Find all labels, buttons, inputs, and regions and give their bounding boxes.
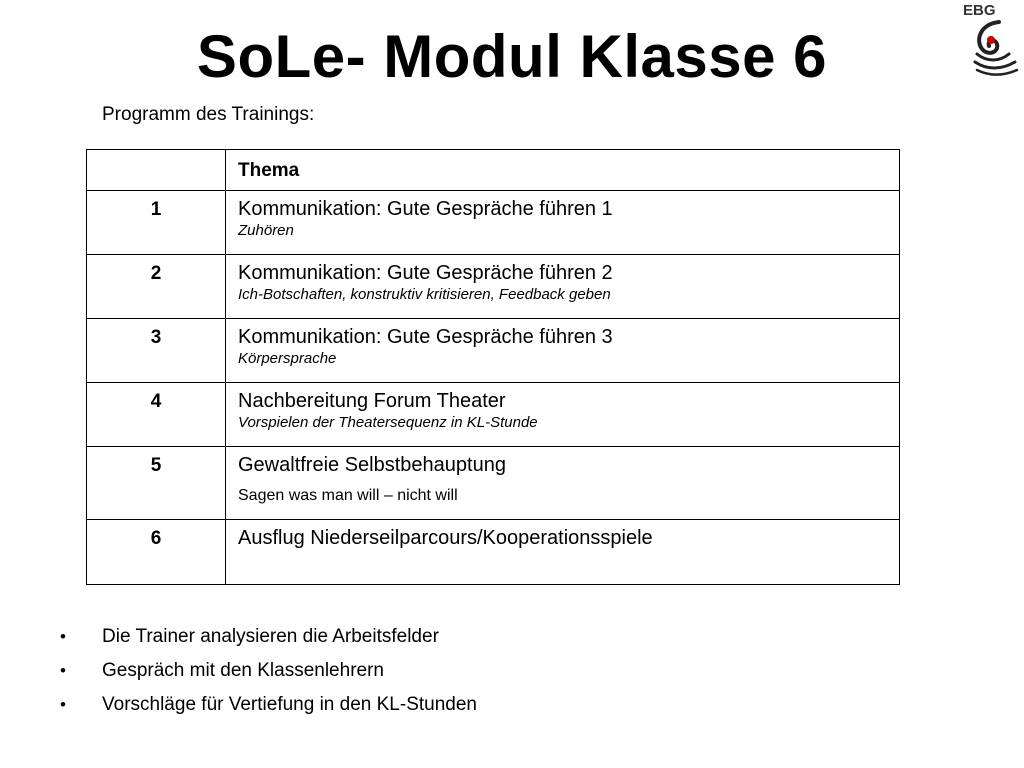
topic-detail: Ich-Botschaften, konstruktiv kritisieren, Feedback geben <box>238 286 611 303</box>
row-number: 4 <box>87 383 226 447</box>
row-number: 3 <box>87 319 226 383</box>
training-program-table <box>86 149 900 585</box>
school-logo <box>955 2 1023 76</box>
table-header-row <box>87 150 900 191</box>
program-subtitle: Programm des Trainings: <box>102 104 315 125</box>
row-number: 1 <box>87 191 226 255</box>
row-topic <box>226 447 900 520</box>
slide-title: SoLe- Modul Klasse 6 <box>196 23 828 90</box>
notes-list <box>60 622 477 724</box>
note-text: Die Trainer analysieren die Arbeitsfelder <box>102 626 439 647</box>
topic-title: Ausflug Niederseilparcours/Kooperationsspiele <box>238 527 653 549</box>
topic-title: Kommunikation: Gute Gespräche führen 3 <box>238 326 613 348</box>
topic-detail: Vorspielen der Theatersequenz in KL-Stunde <box>238 414 538 431</box>
topic-title: Nachbereitung Forum Theater <box>238 390 506 412</box>
topic-detail: Zuhören <box>238 222 294 239</box>
list-item <box>60 656 477 690</box>
list-item <box>60 690 477 724</box>
table-row <box>87 255 900 319</box>
logo-text: EBG <box>963 2 996 19</box>
table-row <box>87 447 900 520</box>
row-topic <box>226 383 900 447</box>
bullet-icon: • <box>60 695 66 714</box>
table-row <box>87 319 900 383</box>
topic-title: Kommunikation: Gute Gespräche führen 1 <box>238 198 613 220</box>
note-text: Vorschläge für Vertiefung in den KL-Stunden <box>102 694 477 715</box>
table-row <box>87 383 900 447</box>
row-topic <box>226 319 900 383</box>
logo-swirl-icon <box>969 18 1021 76</box>
bullet-icon: • <box>60 627 66 646</box>
topic-title: Gewaltfreie Selbstbehauptung <box>238 454 506 476</box>
row-number: 6 <box>87 520 226 585</box>
bullet-icon: • <box>60 661 66 680</box>
table-row <box>87 191 900 255</box>
topic-title: Kommunikation: Gute Gespräche führen 2 <box>238 262 613 284</box>
row-number: 5 <box>87 447 226 520</box>
row-topic <box>226 255 900 319</box>
topic-detail: Körpersprache <box>238 350 337 367</box>
list-item <box>60 622 477 656</box>
row-topic <box>226 191 900 255</box>
topic-detail: Sagen was man will – nicht will <box>238 487 458 504</box>
row-number: 2 <box>87 255 226 319</box>
row-topic <box>226 520 900 585</box>
header-num-cell <box>87 150 226 191</box>
note-text: Gespräch mit den Klassenlehrern <box>102 660 384 681</box>
header-topic-cell: Thema <box>226 150 900 191</box>
table-row <box>87 520 900 585</box>
